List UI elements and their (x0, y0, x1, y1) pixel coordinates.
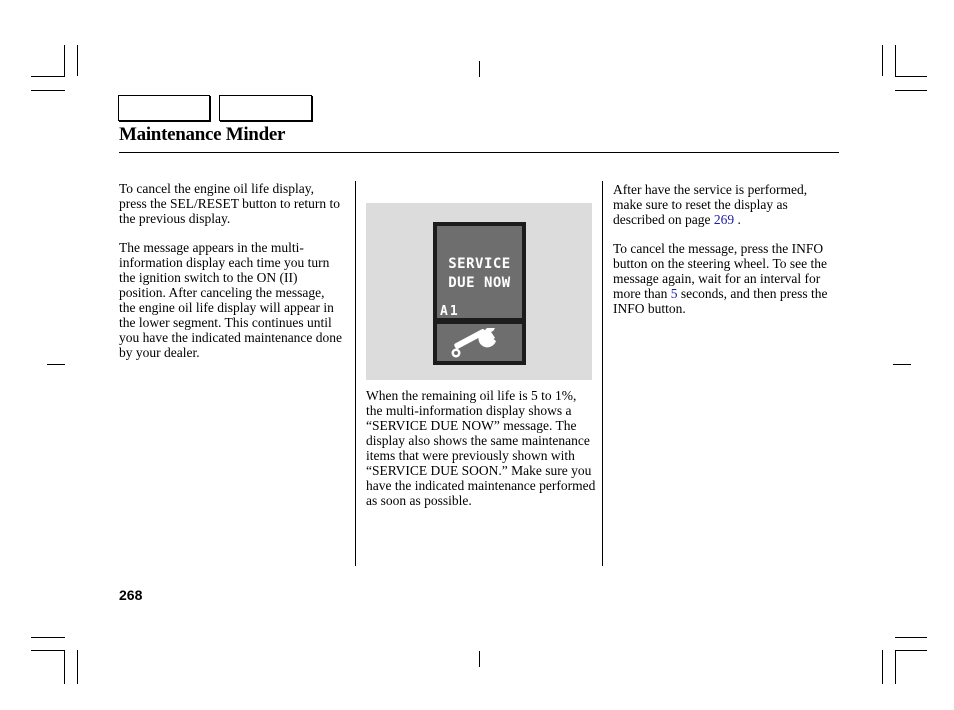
multi-information-display (433, 222, 526, 365)
left-paragraph-1: To cancel the engine oil life display, press the SEL/RESET button to return to the previous display. (119, 181, 340, 226)
right-paragraph-1 (613, 182, 838, 227)
title-divider (119, 152, 839, 153)
display-line-2: DUE NOW (448, 275, 511, 291)
right-paragraph-2-end: seconds, and then press the INFO button. (613, 286, 828, 316)
wrench-icon (437, 324, 522, 361)
nav-tab-2[interactable] (219, 95, 312, 121)
column-divider-left (355, 181, 356, 566)
display-separator (437, 320, 522, 322)
display-lower-segment (437, 324, 522, 361)
page-number: 268 (119, 587, 143, 603)
seconds-link[interactable]: 5 (670, 286, 678, 301)
left-paragraph-2: The message appears in the multi-information display each time you turn the ignition switch to the ON (II) position. After canceling the message, the engine oil life display will appear in the lower segment. This continues until you have the indicated maintenance done by your dealer. (119, 240, 343, 360)
page-title: Maintenance Minder (119, 124, 286, 145)
right-paragraph-1-end: . (737, 212, 741, 227)
right-paragraph-1-text: After have the service is performed, make sure to reset the display as described on page (613, 182, 808, 227)
column-divider-right (602, 181, 603, 566)
display-line-1: SERVICE (448, 256, 511, 272)
middle-paragraph: When the remaining oil life is 5 to 1%, the multi-information display shows a “SERVICE DUE NOW” message. The display also shows the same maintenance items that were previously shown with “SERVICE DUE SOON.” Make sure you have the indicated maintenance performed as soon as possible. (366, 388, 596, 508)
display-code: A1 (440, 304, 460, 319)
display-upper-segment (437, 226, 522, 318)
right-paragraph-2 (613, 241, 838, 316)
right-paragraph-2-text: To cancel the message, press the INFO button on the steering wheel. To see the message again, wait for an interval for more than (613, 241, 828, 301)
page-link-269[interactable]: 269 (713, 212, 735, 227)
nav-tab-1[interactable] (118, 95, 210, 121)
